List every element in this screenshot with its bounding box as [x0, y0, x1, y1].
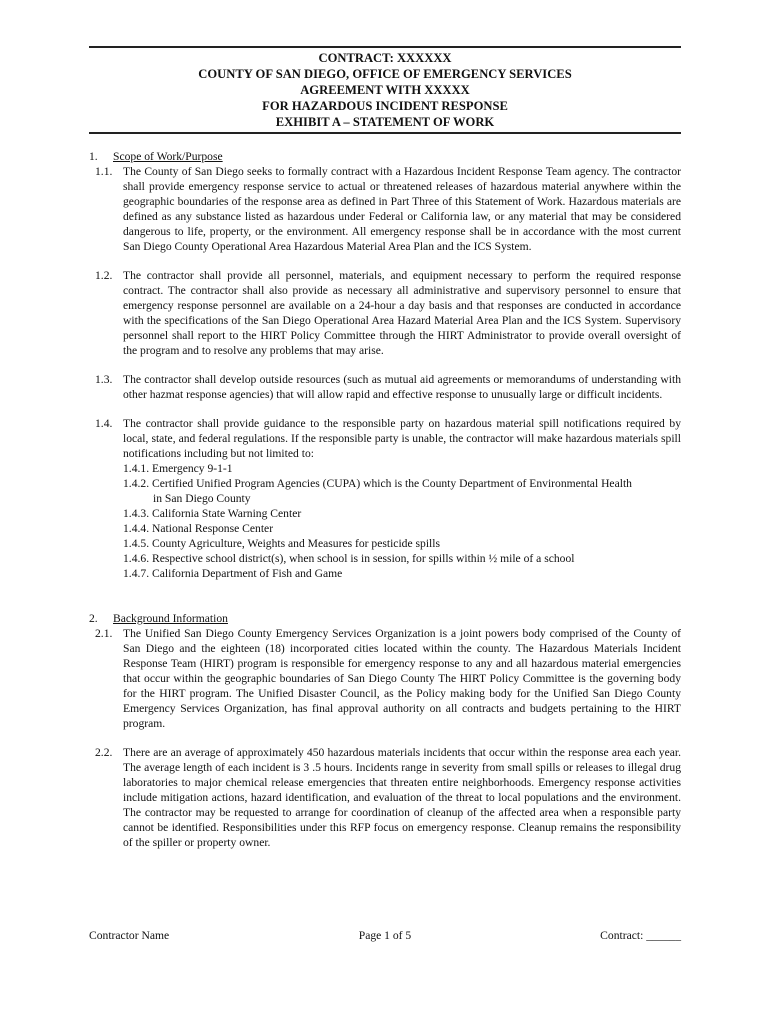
list-item	[89, 566, 681, 581]
document-header	[89, 50, 681, 130]
footer-contractor-name: Contractor Name	[89, 929, 170, 942]
list-item-number: 1.4.1.	[123, 462, 150, 475]
paragraph	[89, 416, 681, 461]
header-exhibit-line: EXHIBIT A – STATEMENT OF WORK	[275, 115, 495, 129]
paragraph-text: The contractor shall develop outside resources (such as mutual aid agreements or memorandums of understanding with other hazmat response agencies) that will allow rapid and effective response to unusually large or difficult incidents.	[123, 373, 681, 401]
list-item-text: Respective school district(s), when school is in session, for spills within ½ mile of a school	[152, 552, 575, 565]
list-item-number: 1.4.2.	[123, 477, 150, 490]
paragraph-text: The County of San Diego seeks to formally contract with a Hazardous Incident Response Team agency. The contractor shall provide emergency response service to actual or threatened releases of hazardous material anywhere within the geographic boundaries of the response area as defined in Part Three of this Statement of Work. Hazardous materials are defined as any substance listed as hazardous under Federal or California law, or any material that may be considered dangerous to life, property, or the environment. All emergency response shall be in accordance with the most current San Diego County Operational Area Hazardous Material Area Plan and the ICS System.	[123, 165, 681, 253]
list-item-text: County Agriculture, Weights and Measures for pesticide spills	[152, 537, 441, 550]
list-item-number: 1.4.7.	[123, 567, 150, 580]
list-item-number: 1.4.5.	[123, 537, 150, 550]
paragraph-text: The contractor shall provide guidance to the responsible party on hazardous material spill notifications required by local, state, and federal regulations. If the responsible party is unable, the contractor will make hazardous materials spill notifications including but not limited to:	[123, 417, 681, 460]
paragraph	[89, 372, 681, 402]
header-agreement-line: AGREEMENT WITH XXXXX	[300, 83, 470, 97]
list-item-text: National Response Center	[152, 522, 274, 535]
list-item	[89, 476, 681, 506]
list-item	[89, 536, 681, 551]
paragraph-number: 2.1.	[95, 627, 113, 640]
document-body	[89, 149, 681, 850]
paragraph-text: There are an average of approximately 450 hazardous materials incidents that occur within the response area each year. The average length of each incident is 3 .5 hours. Incidents range in severity from small spills or releases to illegal drug laboratories to major chemical release emergencies that threaten entire neighborhoods. Emergency response activities include mitigation actions, hazard identification, and evaluation of the threat to local populations and the environment. The contractor may be requested to arrange for coordination of cleanup of the affected area when a responsible party cannot be identified. Responsibilities under this RFP focus on emergency response. Cleanup remains the responsibility of the spiller or property owner.	[123, 746, 681, 849]
list-item-text: Emergency 9-1-1	[152, 462, 233, 475]
list-item-number: 1.4.6.	[123, 552, 150, 565]
section-number: 2.	[89, 612, 98, 625]
paragraph-number: 1.4.	[95, 417, 113, 430]
section-number: 1.	[89, 150, 98, 163]
list-item-number: 1.4.3.	[123, 507, 150, 520]
paragraph-text: The Unified San Diego County Emergency Services Organization is a joint powers body comprised of the County of San Diego and the eighteen (18) incorporated cities located within the county. The Hazardous Materials Incident Response Team (HIRT) program is responsible for emergency response to any and all hazardous material emergencies that occur within the geographic boundaries of San Diego County The HIRT Policy Committee is the governing body for the HIRT program. The Unified Disaster Council, as the Policy making body for the Unified San Diego County Emergency Services Organization, has final approval authority on all contracts and budgets pertaining to the HIRT program.	[123, 627, 681, 730]
paragraph	[89, 164, 681, 254]
paragraph	[89, 268, 681, 358]
header-contract-line: CONTRACT: XXXXXX	[318, 51, 452, 65]
footer-contract-number: Contract: ______	[600, 929, 681, 942]
list-item-continuation: in San Diego County	[153, 492, 251, 505]
header-county-line: COUNTY OF SAN DIEGO, OFFICE OF EMERGENCY SERVICES	[198, 67, 572, 81]
paragraph-number: 1.1.	[95, 165, 113, 178]
header-purpose-line: FOR HAZARDOUS INCIDENT RESPONSE	[262, 99, 508, 113]
list-item-number: 1.4.4.	[123, 522, 150, 535]
footer-page-number: Page 1 of 5	[358, 929, 412, 942]
list-item	[89, 461, 681, 476]
paragraph	[89, 745, 681, 850]
header-bottom-rule	[89, 132, 681, 134]
list-item-text: California Department of Fish and Game	[152, 567, 343, 580]
list-item	[89, 506, 681, 521]
paragraph-number: 1.2.	[95, 269, 113, 282]
section-heading	[89, 611, 681, 626]
paragraph-text: The contractor shall provide all personnel, materials, and equipment necessary to perform the required response contract. The contractor shall also provide as necessary all administrative and supervisory personnel to ensure that emergency response personnel are available on a 24-hour a day basis and that responses are conducted in accordance with the specifications of the San Diego Operational Area Hazard Material Area Plan and the ICS System. Supervisory personnel shall report to the HIRT Policy Committee through the HIRT Administrator to provide overall oversight of the program and to resolve any problems that may arise.	[123, 269, 681, 357]
paragraph	[89, 626, 681, 731]
paragraph-number: 2.2.	[95, 746, 113, 759]
list-item	[89, 521, 681, 536]
paragraph-number: 1.3.	[95, 373, 113, 386]
list-item	[89, 551, 681, 566]
section-heading	[89, 149, 681, 164]
section-title: Scope of Work/Purpose	[113, 150, 223, 163]
section-title: Background Information	[113, 612, 228, 625]
list-item-text: Certified Unified Program Agencies (CUPA) which is the County Department of Environmental Health	[152, 477, 632, 490]
header-top-rule	[89, 46, 681, 48]
list-item-text: California State Warning Center	[152, 507, 302, 520]
